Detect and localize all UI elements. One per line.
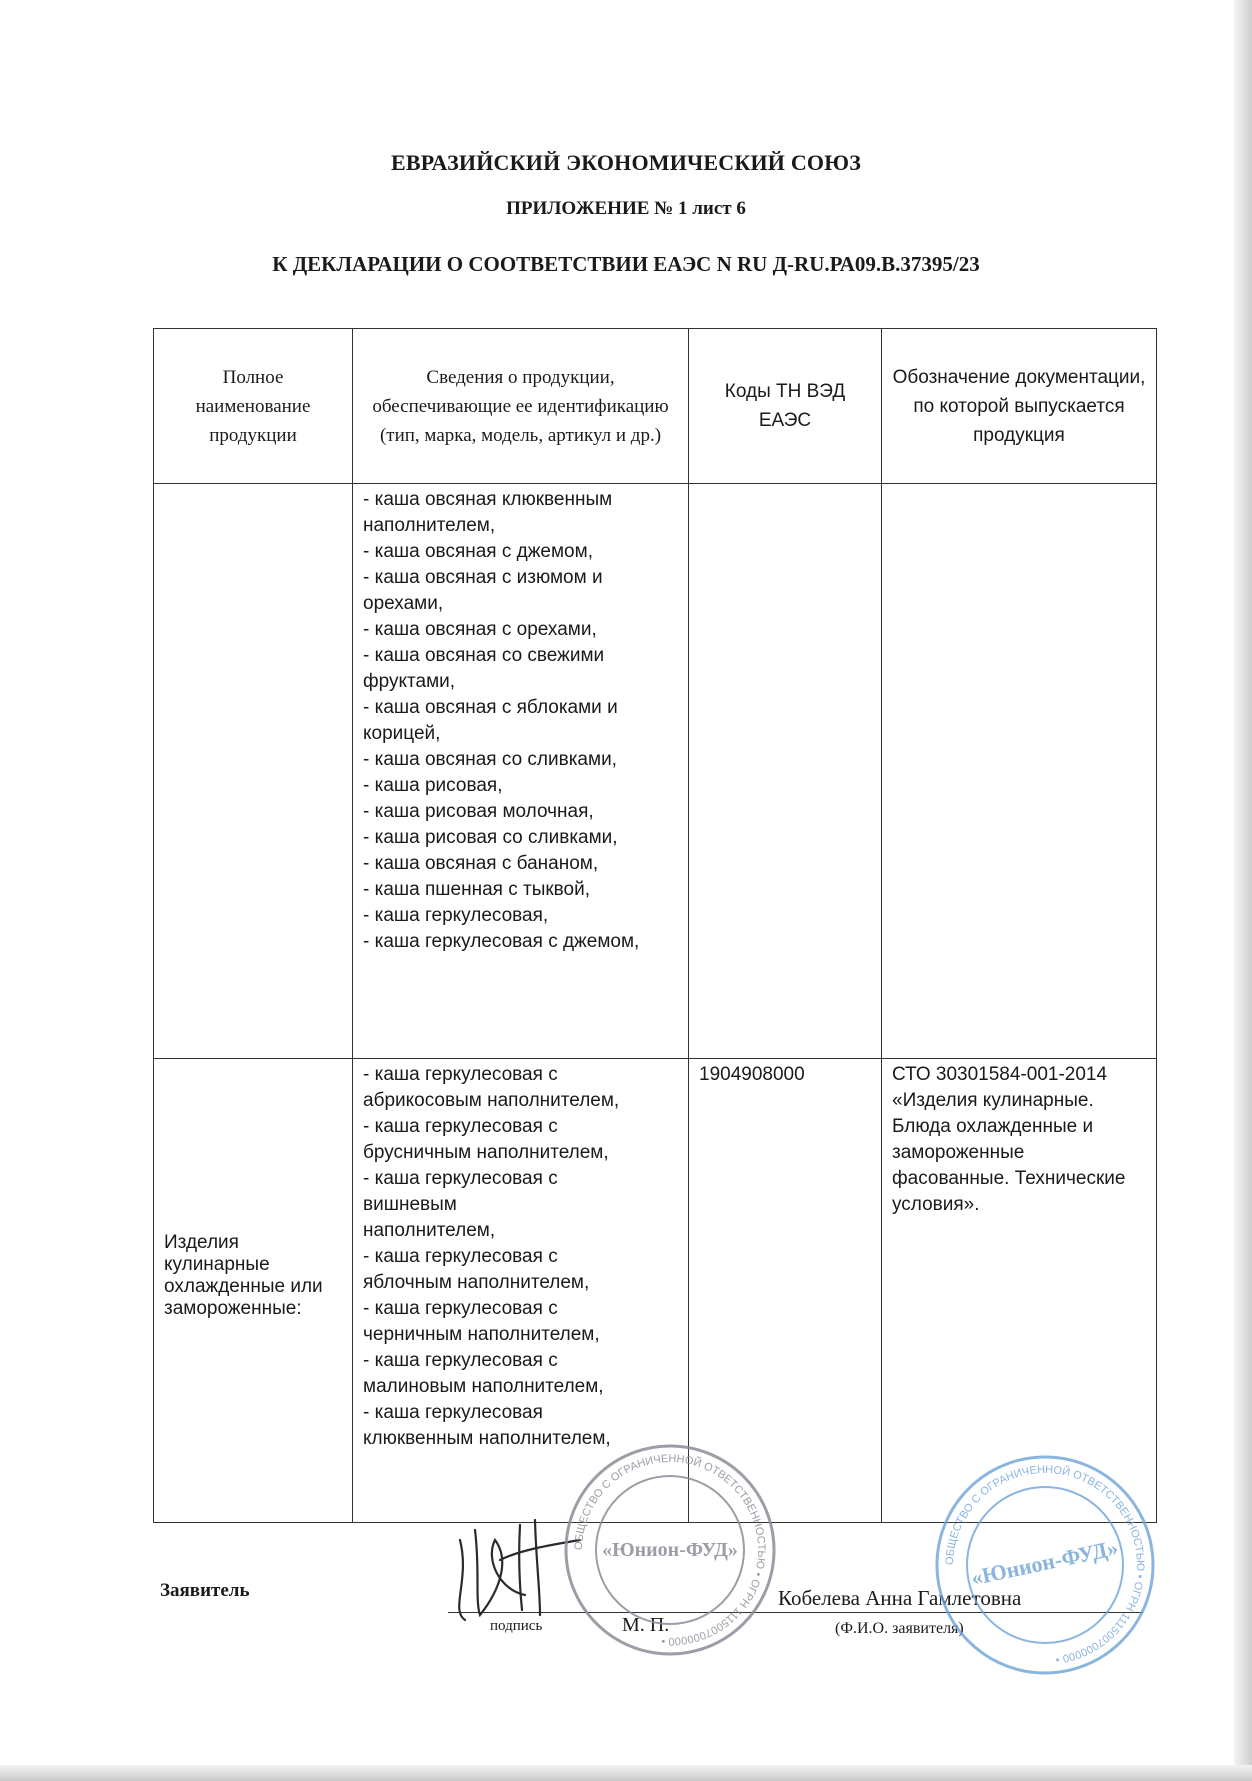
scan-edge-bottom	[0, 1765, 1252, 1781]
detail-line: - каша геркулесовая с	[363, 1064, 558, 1085]
detail-line: - каша геркулесовая с	[363, 1298, 558, 1319]
union-title: ЕВРАЗИЙСКИЙ ЭКОНОМИЧЕСКИЙ СОЮЗ	[390, 150, 862, 175]
applicant-name-caption: (Ф.И.О. заявителя)	[835, 1620, 964, 1637]
table-header-row	[154, 329, 1157, 484]
row2-documentation: СТО 30301584-001-2014 «Изделия кулинарные. Блюда охлажденные и замороженные фасованные. Технические условия».	[882, 1059, 1157, 1523]
header-product-info: Сведения о продукции, обеспечивающие ее идентификацию (тип, марка, модель, артикул и др.)	[353, 329, 689, 484]
seal-center-text: «Юнион-ФУД»	[602, 1539, 738, 1561]
row2-tnved-code: 1904908000	[689, 1059, 882, 1523]
detail-line: - каша рисовая со сливками,	[363, 827, 618, 848]
detail-line: - каша овсяная с яблоками и	[363, 697, 618, 718]
company-seal	[560, 1440, 780, 1660]
detail-line: брусничным наполнителем,	[363, 1142, 609, 1163]
appendix-title: ПРИЛОЖЕНИЕ № 1 лист 6	[506, 198, 746, 219]
detail-line: клюквенным наполнителем,	[363, 1428, 611, 1449]
applicant-label: Заявитель	[160, 1580, 250, 1601]
row2-product-name-cell	[154, 1059, 353, 1523]
detail-line: - каша рисовая молочная,	[363, 801, 594, 822]
detail-line: наполнителем,	[363, 1220, 496, 1241]
detail-line: - каша овсяная с бананом,	[363, 853, 599, 874]
detail-line: - каша геркулесовая с	[363, 1168, 558, 1189]
table-row	[154, 484, 1157, 1059]
header-full-name: Полное наименование продукции	[154, 329, 353, 484]
row1-tnved-code	[689, 484, 882, 1059]
header-tnved-codes: Коды ТН ВЭД ЕАЭС	[689, 329, 882, 484]
detail-line: - каша овсяная со сливками,	[363, 749, 617, 770]
row1-product-name	[154, 484, 353, 1059]
detail-line: яблочным наполнителем,	[363, 1272, 590, 1293]
products-table	[153, 328, 1157, 1523]
detail-line: - каша геркулесовая с джемом,	[363, 931, 640, 952]
detail-line: вишневым	[363, 1194, 457, 1215]
detail-line: - каша геркулесовая,	[363, 905, 549, 926]
declaration-title: К ДЕКЛАРАЦИИ О СООТВЕТСТВИИ ЕАЭС N RU Д-RU.РА09.В.37395/23	[272, 252, 980, 276]
seal-ring-text: ОБЩЕСТВО С ОГРАНИЧЕННОЙ ОТВЕТСТВЕННОСТЬЮ • ОГРН 1115007000000 •	[572, 1452, 768, 1648]
blue-seal-center-text: «Юнион-ФУД»	[968, 1534, 1121, 1591]
detail-line: - каша овсяная клюквенным	[363, 489, 613, 510]
detail-line: черничным наполнителем,	[363, 1324, 600, 1345]
detail-line: абрикосовым наполнителем,	[363, 1090, 620, 1111]
applicant-name: Кобелева Анна Гамлетовна	[778, 1586, 1022, 1610]
detail-line: - каша геркулесовая с	[363, 1350, 558, 1371]
detail-line: орехами,	[363, 593, 444, 614]
detail-line: - каша овсяная с орехами,	[363, 619, 597, 640]
row1-documentation	[882, 484, 1157, 1059]
detail-line: фруктами,	[363, 671, 456, 692]
detail-line: - каша рисовая,	[363, 775, 503, 796]
detail-line: - каша геркулесовая	[363, 1402, 543, 1423]
row1-product-details	[353, 484, 689, 1059]
detail-line: наполнителем,	[363, 515, 496, 536]
detail-line: - каша геркулесовая с	[363, 1246, 558, 1267]
detail-line: - каша пшенная с тыквой,	[363, 879, 590, 900]
blue-seal-ring-text: ОБЩЕСТВО С ОГРАНИЧЕННОЙ ОТВЕТСТВЕННОСТЬЮ • ОГРН 1115007000000 •	[943, 1463, 1147, 1666]
detail-line: - каша овсяная с изюмом и	[363, 567, 603, 588]
detail-line: - каша геркулесовая с	[363, 1116, 558, 1137]
header-documentation: Обозначение документации, по которой выпускается продукция	[882, 329, 1157, 484]
detail-line: малиновым наполнителем,	[363, 1376, 604, 1397]
seal-caption: М. П.	[622, 1614, 670, 1636]
detail-line: - каша овсяная со свежими	[363, 645, 605, 666]
company-seal-blue	[930, 1450, 1160, 1680]
signature-caption: подпись	[490, 1618, 543, 1634]
row2-product-name: Изделия кулинарные охлажденные или замороженные:	[164, 1232, 323, 1319]
detail-line: - каша овсяная с джемом,	[363, 541, 593, 562]
detail-line: корицей,	[363, 723, 441, 744]
